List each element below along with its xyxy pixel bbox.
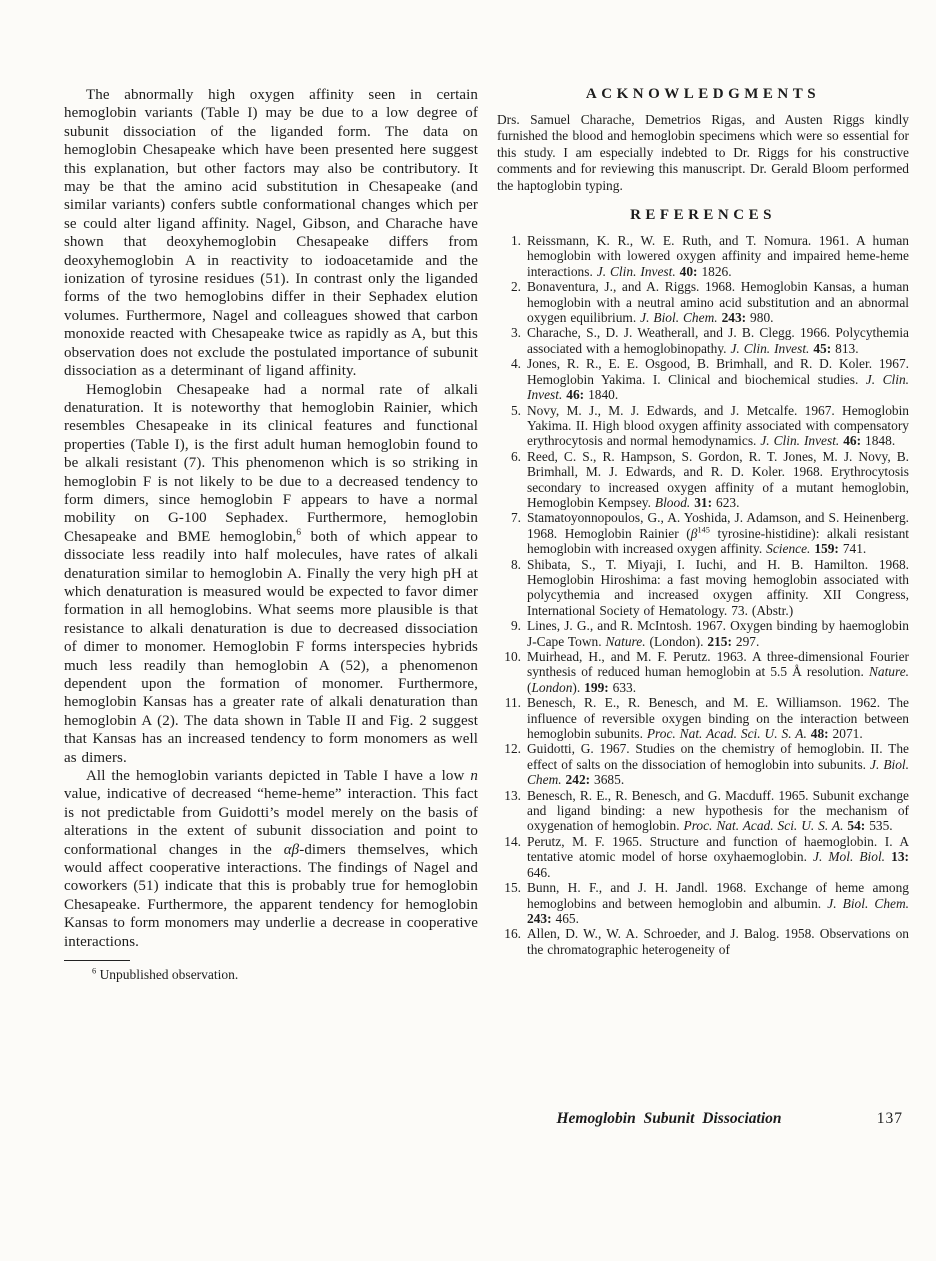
reference-number: 10. (504, 649, 521, 664)
reference-item (497, 279, 909, 325)
reference-number: 12. (504, 741, 521, 757)
reference-text: Stamatoyonnopoulos, G., A. Yoshida, J. Adamson, and S. Heinenberg. 1968. Hemoglobin Rainier ($\beta^{145}$ tyrosine-histidine): alkali resistant hemoglobin with increased oxygen affinity. Science. 159: 741. (527, 510, 909, 557)
running-title: Hemoglobin Subunit Dissociation (556, 1110, 782, 1127)
reference-text: Charache, S., D. J. Weatherall, and J. B. Clegg. 1966. Polycythemia associated with a hemoglobinopathy. J. Clin. Invest. 45: 813. (527, 325, 909, 356)
paragraph: Hemoglobin Chesapeake had a normal rate of alkali denaturation. It is noteworthy that hemoglobin Rainier, which resembles Chesapeake in its clinical features and functional properties (Table I), is the first adult human hemoglobin found to be alkali resistant (7). This phenomenon which is so striking in hemoglobin F is not likely to be due to a decreased tendency to form dimers, since hemoglobin F appears to have a normal mobility on G-100 Sephadex. Furthermore, hemoglobin Chesapeake and BME hemoglobin,$^6$ both of which appear to dissociate less readily into half molecules, have rates of alkali denaturation similar to hemoglobin A. Finally the very high pH at which denaturation is measured would be expected to favor dimer formation in all hemoglobins. What seems more plausible is that resistance to alkali denaturation is due to decreased dissociation of dimer to monomer. Hemoglobin F forms interspecies hybrids much less readily than hemoglobin A (52), a phenomenon dependent upon the formation of monomer. Furthermore, hemoglobin Kansas has a greater rate of alkali denaturation than hemoglobin A (2). The data shown in Table II and Fig. 2 suggest that Kansas has an increased tendency to form monomers as well as dimers. (64, 381, 478, 766)
reference-item (497, 325, 909, 356)
reference-number: 6. (510, 448, 521, 464)
reference-item (497, 403, 909, 449)
page-footer (497, 1110, 909, 1130)
references-heading: REFERENCES (630, 207, 776, 224)
reference-item (497, 618, 909, 649)
reference-text: Novy, M. J., M. J. Edwards, and J. Metcalfe. 1967. Hemoglobin Yakima. II. High blood oxygen affinity associated with compensatory erythrocytosis and normal hemodynamics. J. Clin. Invest. 46: 1848. (527, 402, 909, 449)
reference-item (497, 649, 909, 695)
reference-text: Shibata, S., T. Miyaji, I. Iuchi, and H. B. Hamilton. 1968. Hemoglobin Hiroshima: a fast moving hemoglobin associated with polycythemia and increased oxygen affinity. XII Congress, International Society of Hematology. 73. (Abstr.) (527, 556, 909, 618)
left-column (64, 86, 478, 983)
reference-number: 1. (510, 233, 521, 249)
reference-item (497, 557, 909, 619)
reference-number: 8. (510, 556, 521, 572)
reference-number: 14. (504, 833, 521, 849)
reference-number: 9. (510, 618, 521, 634)
acknowledgments-heading: ACKNOWLEDGMENTS (585, 86, 821, 102)
reference-number: 2. (510, 279, 521, 295)
reference-item (497, 880, 909, 926)
reference-item (497, 926, 909, 957)
reference-item (497, 788, 909, 834)
reference-number: 5. (510, 402, 521, 418)
reference-number: 3. (510, 325, 521, 341)
reference-text: Benesch, R. E., R. Benesch, and G. Macduff. 1965. Subunit exchange and ligand binding: a new hypothesis for the mechanism of oxygenation of hemoglobin. Proc. Nat. Acad. Sci. U. S. A. 54: 535. (527, 787, 909, 834)
reference-number: 7. (510, 510, 521, 526)
reference-text: Jones, R. R., E. E. Osgood, B. Brimhall, and R. D. Koler. 1967. Hemoglobin Yakima. I. Clinical and biochemical studies. J. Clin. Invest. 46: 1840. (527, 356, 909, 403)
reference-item (497, 741, 909, 787)
reference-text: Reissmann, K. R., W. E. Ruth, and T. Nomura. 1961. A human hemoglobin with lowered oxygen affinity and impaired heme-heme interactions. J. Clin. Invest. 40: 1826. (527, 233, 909, 279)
page-number: 137 (876, 1110, 903, 1127)
reference-text: Allen, D. W., W. A. Schroeder, and J. Balog. 1958. Observations on the chromatographic heterogeneity of (527, 926, 909, 957)
reference-text: Perutz, M. F. 1965. Structure and function of haemoglobin. I. A tentative atomic model of horse oxyhaemoglobin. J. Mol. Biol. 13: 646. (527, 833, 909, 880)
reference-text: Lines, J. G., and R. McIntosh. 1967. Oxygen binding by haemoglobin J-Cape Town. Nature. (London). 215: 297. (527, 618, 909, 649)
reference-text: Reed, C. S., R. Hampson, S. Gordon, R. T. Jones, M. J. Novy, B. Brimhall, M. J. Edwards, and R. D. Koler. 1968. Erythrocytosis secondary to increased oxygen affinity of a mutant hemoglobin, Hemoglobin Kempsey. Blood. 31: 623. (527, 448, 909, 510)
reference-text: Bonaventura, J., and A. Riggs. 1968. Hemoglobin Kansas, a human hemoglobin with a neutral amino acid substitution and an abnormal oxygen equilibrium. J. Biol. Chem. 243: 980. (527, 279, 909, 326)
paragraph: All the hemoglobin variants depicted in Table I have a low n value, indicative of decreased “heme-heme” interaction. This fact is not predictable from Guidotti’s model merely on the basis of alterations in the extent of subunit dissociation and point to conformational changes in the αβ-dimers themselves, which would affect cooperative interactions. The findings of Nagel and coworkers (51) indicate that this is probably true for hemoglobin Chesapeake. Furthermore, the apparent tendency for hemoglobin Kansas to form monomers may underlie a decrease in cooperative interactions. (64, 768, 478, 950)
reference-item (497, 510, 909, 556)
reference-item (497, 233, 909, 279)
acknowledgments-text: Drs. Samuel Charache, Demetrios Rigas, and Austen Riggs kindly furnished the blood and hemoglobin specimens which were so essential for this study. I am especially indebted to Dr. Riggs for his constructive comments and for reviewing this manuscript. Dr. Gerald Bloom performed the haptoglobin typing. (497, 112, 909, 193)
reference-item (497, 695, 909, 741)
body-paragraphs (64, 86, 478, 951)
reference-text: Guidotti, G. 1967. Studies on the chemistry of hemoglobin. II. The effect of salts on the dissociation of hemoglobin into subunits. J. Biol. Chem. 242: 3685. (527, 741, 910, 788)
reference-item (497, 834, 909, 880)
reference-text: Bunn, H. F., and J. H. Jandl. 1968. Exchange of heme among hemoglobins and between hemoglobin and albumin. J. Biol. Chem. 243: 465. (527, 880, 909, 926)
reference-text: Benesch, R. E., R. Benesch, and M. E. Williamson. 1962. The influence of reversible oxygen binding on the interaction between hemoglobin subunits. Proc. Nat. Acad. Sci. U. S. A. 48: 2071. (527, 695, 909, 742)
footnote (64, 967, 478, 983)
reference-item (497, 356, 909, 402)
footnote-rule (64, 960, 130, 961)
footnote-text: Unpublished observation. (96, 967, 239, 983)
reference-text: Muirhead, H., and M. F. Perutz. 1963. A three-dimensional Fourier synthesis of reduced human hemoglobin at 5.5 Å resolution. Nature. (London). 199: 633. (527, 649, 909, 695)
reference-number: 4. (510, 356, 521, 372)
reference-number: 11. (504, 695, 521, 711)
paragraph: The abnormally high oxygen affinity seen in certain hemoglobin variants (Table I) may be due to a low degree of subunit dissociation of the liganded form. The data on hemoglobin Chesapeake which have been presented here suggest this explanation, but other factors may also be contributory. It may be that the amino acid substitution in Chesapeake (and similar variants) confers subtle conformational changes which per se could alter ligand affinity. Nagel, Gibson, and Charache have shown that deoxyhemoglobin Chesapeake differs from deoxyhemoglobin A in reactivity to iodoacetamide and the ionization of tyrosine residues (51). In contrast only the liganded forms of the two hemoglobins differ in their Sephadex elution volumes. Furthermore, Nagel and colleagues showed that carbon monoxide reacted with Chesapeake twice as rapidly as A, but this observation does not exclude the postulated importance of subunit dissociation as a determinant of ligand affinity. (64, 87, 478, 380)
right-column (497, 86, 909, 957)
references-list (497, 233, 909, 957)
reference-number: 16. (504, 926, 521, 942)
footnote-marker: 6 (92, 966, 97, 976)
reference-item (497, 449, 909, 511)
reference-number: 13. (504, 787, 521, 803)
reference-number: 15. (504, 880, 521, 896)
